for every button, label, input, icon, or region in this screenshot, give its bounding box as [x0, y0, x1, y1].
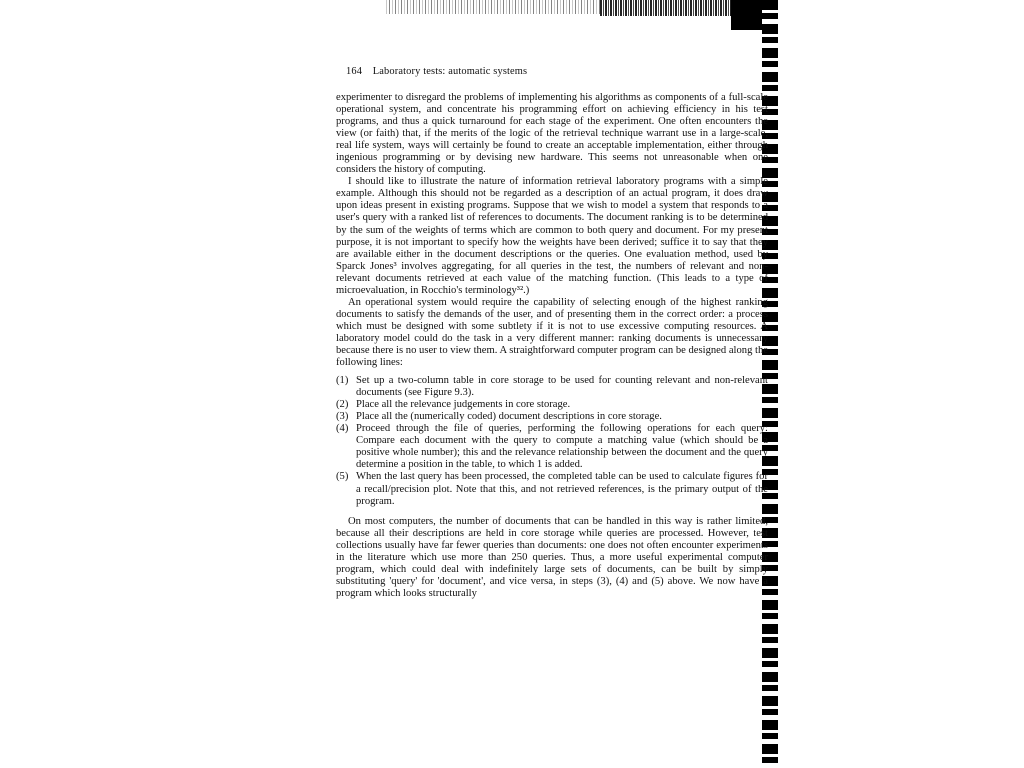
step-text: Set up a two-column table in core storage to be used for counting relevant and non-relevant documents (see Figure 9.3). [356, 375, 768, 399]
step-mark: (2) [336, 399, 349, 411]
list-item [336, 423, 768, 471]
paragraph-example: I should like to illustrate the nature of information retrieval laboratory programs with a simple example. Although this should not be regarded as a description of an actual program, it does draw upon ideas present in existing programs. Suppose that we wish to model a system that responds to a user's query with a ranked list of references to documents. The document ranking is to be determined by the sum of the weights of terms which are common to both query and document. For my present purpose, it is not important to specify how the weights have been derived; suffice it to say that they are available either in the document descriptions or the queries. One evaluation method, used by Sparck Jones³ involves aggregating, for all queries in the test, the numbers of relevant and non-relevant documents retrieved at each value of the matching function. (This leads to a type of microevaluation, in Rocchio's terminology³².) [336, 176, 768, 296]
step-mark: (3) [336, 411, 349, 423]
step-text: Place all the (numerically coded) document descriptions in core storage. [356, 411, 662, 423]
step-text: Place all the relevance judgements in core storage. [356, 399, 571, 411]
paragraph-operational: An operational system would require the capability of selecting enough of the highest ranking documents to satisfy the demands of the user, and of presenting them in the correct order: a process which must be designed with some subtlety if it is not to use excessive computing resources. A laboratory model could do the task in a very different manner: ranking documents is unnecessary because there is no user to view them. A straightforward computer program can be designed along the following lines: [336, 296, 768, 369]
step-mark: (4) [336, 423, 349, 435]
step-mark: (1) [336, 375, 349, 387]
paragraph-continued: experimenter to disregard the problems of implementing his algorithms as components of a full-scale operational system, and concentrate his programming effort on achieving efficiency in his test programs, and thus a quick turnaround for each stage of the experiment. One often encounters the view (or faith) that, if the merits of the logic of the retrieval technique warrant use in a large-scale, real life system, ways will certainly be found to create an acceptable implementation, either through ingenious programming or by devising new hardware. This seems not unreasonable when one considers the history of computing. [336, 92, 768, 176]
step-text: When the last query has been processed, the completed table can be used to calculate figures for a recall/precision plot. Note that this, and not retrieved references, is the primary output of the program. [356, 471, 768, 507]
step-mark: (5) [336, 471, 349, 483]
running-head-title: Laboratory tests: automatic systems [372, 66, 528, 77]
running-head [336, 66, 768, 92]
list-item [336, 375, 768, 399]
program-steps-list [336, 375, 768, 508]
list-item [336, 399, 768, 411]
book-page [336, 66, 768, 766]
paragraph-closing: On most computers, the number of documents that can be handled in this way is rather limited, because all their descriptions are held in core storage while queries are processed. However, test collections usually have far fewer queries than documents: one does not often encounter experiments in the literature which use more than 250 queries. Thus, a more useful experimental computer program, which could deal with indefinitely large sets of documents, can be built by simply substituting 'query' for 'document', and vice versa, in steps (3), (4) and (5) above. We now have a program which looks structurally [336, 515, 768, 599]
list-item [336, 471, 768, 507]
page-number: 164 [346, 66, 363, 77]
step-text: Proceed through the file of queries, performing the following operations for each query: Compare each document with the query to compute a matching value (which should be a positive whole number); this and the relevance relationship between the document and the query determine a position in the table, to which 1 is added. [356, 423, 768, 471]
list-item [336, 411, 768, 423]
